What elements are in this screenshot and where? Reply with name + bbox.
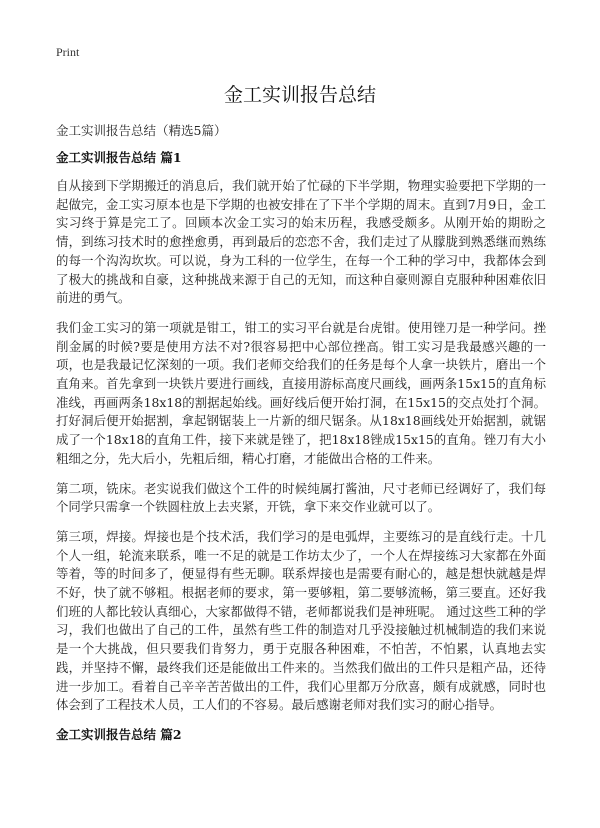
paragraph-4: 第三项，焊接。焊接也是个技术活，我们学习的是电弧焊，主要练习的是直线行走。十几个人一组，轮流来联系，唯一不足的就是工作坊太少了，一个人在焊接练习大家都在外面等着，等的时间多了，便显得有些无聊。联系焊接也是需要有耐心的，越是想快就越是焊不好，快了就不够粗。根据老师的要求，第一要够粗，第二要够流畅，第三要直。还好我们班的人都比较认真细心，大家都做得不错，老师都说我们是神班呢。 通过这些工种的学习，我们也做出了自己的工件，虽然有些工件的制造对几乎没接触过机械制造的我们来说是一个大挑战，但只要我们肯努力，勇于克服各种困难，不怕苦，不怕累，认真地去实践，并坚持不懈，最终我们还是能做出工件来的。当然我们做出的工件只是粗产品，还待进一步加工。看着自己辛辛苦苦做出的工件，我们心里都万分欣喜，颇有成就感，同时也体会到了工程技术人员，工人们的不容易。最后感谢老师对我们实习的耐心指导。 — [56, 528, 546, 713]
section-heading-1: 金工实训报告总结 篇1 — [56, 150, 182, 165]
paragraph-3: 第二项，铣床。老实说我们做这个工件的时候纯属打酱油，尺寸老师已经调好了，我们每个同学只需拿一个铁圆柱放上去夹紧，开铣，拿下来交作业就可以了。 — [56, 480, 546, 515]
page-title: 金工实训报告总结 — [223, 84, 376, 106]
document-subtitle: 金工实训报告总结（精选5篇） — [56, 123, 227, 138]
paragraph-2: 我们金工实习的第一项就是钳工，钳工的实习平台就是台虎钳。使用锉刀是一种学问。挫削金属的时候?要是使用方法不对?很容易把中心部位挫高。钳工实习是我最感兴趣的一项，也是我最记忆深刻的一项。我们老师交给我们的任务是每个人拿一块铁片，磨出一个直角来。首先拿到一块铁片要进行画线，直接用游标高度尺画线，画两条15x15的直角标准线，再画两条18x18的割据起始线。画好线后便开始打洞，在15x15的交点处打个洞。打好洞后便开始据割，拿起钢锯装上一片新的细尺锯条。从18x18画线处开始据割，就锯成了一个18x18的直角工件，接下来就是锉了，把18x18锉成15x15的直角。锉刀有大小粗细之分，先大后小，先粗后细，精心打磨，才能做出合格的工件来。 — [56, 319, 546, 466]
section-heading-2: 金工实训报告总结 篇2 — [56, 726, 182, 742]
document-body — [56, 149, 546, 754]
paragraph-1: 自从接到下学期搬迁的消息后，我们就开始了忙碌的下半学期，物理实验要把下学期的一起做完，金工实习原本也是下学期的也被安排在了下半个学期的周末。直到7月9日，金工实习终于算是完工了。回顾本次金工实习的始末历程，我感受颇多。从刚开始的期盼之情，到练习技术时的愈挫愈勇，再到最后的恋恋不舍，我们走过了从朦胧到熟悉继而熟练的每一个沟沟坎坎。可以说，身为工科的一位学生，在每一个工种的学习中，我都体会到了极大的挑战和自豪，这种挑战来源于自己的无知，而这种自豪则源自克服种种困难依旧前进的勇气。 — [56, 178, 546, 306]
print-link[interactable]: Print — [56, 45, 80, 59]
